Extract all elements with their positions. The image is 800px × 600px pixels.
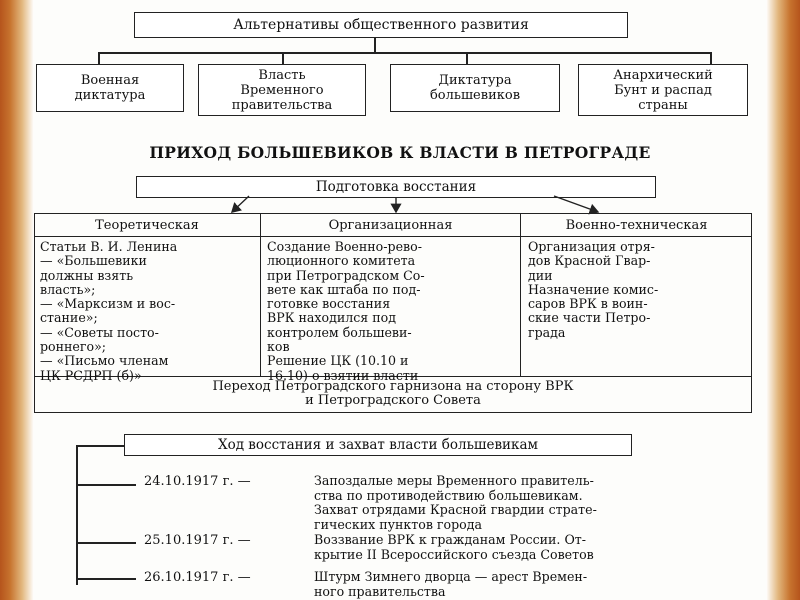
table-column-divider [260,213,261,376]
timeline-vertical [76,445,78,585]
root-label: Альтернативы общественного развития [233,16,529,33]
event-date: 26.10.1917 г. — [144,570,251,585]
table-footer-text: Переход Петроградского гарнизона на сторону ВРК и Петроградского Совета [212,379,574,409]
preparation-label: Подготовка восстания [315,178,477,195]
timeline-branch [76,484,136,486]
column-text-organizational: Создание Военно-рево- люционного комитета при Петроградском Со- вете как штаба по под- готовке восстания ВРК находился под контролем большеви- ков Решение ЦК (10.10 и 16.10) о взятии власти [267,239,425,383]
event-date: 25.10.1917 г. — [144,533,251,548]
column-text-theoretical: Статьи В. И. Ленина — «Большевики должны взять власть»; — «Марксизм и вос- стание»; — «Советы посто- роннего»; — «Письмо членам ЦК РСДРП (б)» [40,239,178,383]
diagram-page [34,0,766,600]
uprising-label: Ход восстания и захват власти большевикам [217,436,539,453]
event-date: 24.10.1917 г. — [144,474,251,489]
column-header-theoretical: Теоретическая [95,218,199,233]
uprising-box [124,434,632,456]
event-text: Штурм Зимнего дворца — арест Времен- ного правительства [314,569,588,599]
timeline-connector [76,445,124,447]
alternative-label: Диктатура большевиков [429,73,521,103]
column-text-military: Организация отря- дов Красной Гвар- дии Назначение комис- саров ВРК в воин- ские части Петро- града [528,239,659,340]
column-header-organizational: Организационная [328,218,453,233]
arrow-right [554,196,598,212]
timeline-branch [76,578,136,580]
timeline-branch [76,542,136,544]
table-row-divider [34,236,752,237]
arrow-left [232,196,249,212]
table-column-divider [520,213,521,376]
alternative-label: Военная диктатура [74,73,146,103]
section-title: ПРИХОД БОЛЬШЕВИКОВ К ВЛАСТИ В ПЕТРОГРАДЕ [149,143,651,162]
column-header-military: Военно-техническая [565,218,708,233]
alternative-label: Власть Временного правительства [231,67,333,113]
event-text: Запоздалые меры Временного правитель- ства по противодействию большевикам. Захват отрядами Красной гвардии страте- гических пунктов города [314,473,597,532]
alternative-label: Анархический Бунт и распад страны [613,67,713,113]
event-text: Воззвание ВРК к гражданам России. От- крытие II Всероссийского съезда Советов [314,532,594,562]
